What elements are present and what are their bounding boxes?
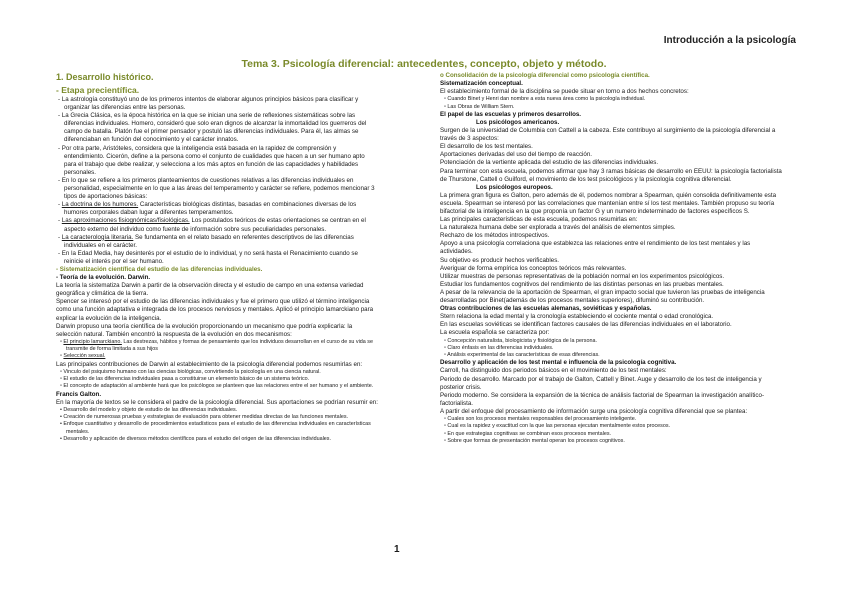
paragraph: Averiguar de forma empírica los conceptos teóricos más relevantes. [440,264,627,272]
list-item: ▫ Cual es la rapidez y exactitud con la que las personas ejecutan mentalmente estos procesos. [444,423,671,430]
list-item: ▫ Concepción naturalista, biologicista y fisiológica de la persona. [444,337,597,344]
paragraph: Para terminar con esta escuela, podemos afirmar que hay 3 ramas básicas de desarrollo en EEUU: la psicología factorialista de Thurstone, Cattell o Guilford, el movimiento de los test psicológicos y la psicología cognitiva diferencial. [440,167,782,183]
list-item: ▫ Selección sexual. [60,353,106,360]
paragraph: A partir del enfoque del procesamiento de información surge una psicología cognitiva diferencial que se plantea: [440,407,748,415]
list-text: Análisis experimental de las características de esas diferencias. [447,352,600,359]
subsection-heading: - Etapa precientífica. [56,85,140,95]
list-text: Concepción naturalista, biologicista y fisiológica de la persona. [447,337,597,344]
section-heading: 1. Desarrollo histórico. [56,72,154,82]
paragraph: Potenciación de la vertiente aplicada del estudio de las diferencias individuales. [440,159,659,167]
list-text: Sobre que formas de presentación mental operan los procesos cognitivos. [447,437,625,444]
list-item: ▫ El concepto de adaptación al ambiente hará que los psicólogos se planteen que las relaciones entre el ser humano y el ambiente. [60,383,374,390]
list-text: Desarrollo del modelo y objeto de estudio de las diferencias individuales. [63,406,238,413]
list-text: Cuando Binet y Henri dan nombre a esta nueva área como la psicología individual. [447,96,646,103]
list-text: Enfoque cuantitativo y desarrollo de procedimientos estadísticos para el estudio de las diferencias individuales en características mentales. [63,421,371,435]
term: La caracterología literaria. [61,233,134,241]
paragraph: Su objetivo es producir hechos verificables. [440,256,560,264]
paragraph: La naturaleza humana debe ser explorada a través del análisis de elementos simples. [440,224,676,232]
list-item: ▫ Las Obras de William Stern. [444,103,515,110]
paragraph: Rechazo de los métodos introspectivos. [440,232,550,240]
list-item: - La doctrina de los humores. Características biológicas distintas, basadas en combinaciones diversas de los humores corporales daban lugar a diferentes temperamentos. [58,201,357,217]
list-item: ▫ Claro énfasis en las diferencias individuales. [444,344,554,351]
list-item: ▫ Sobre que formas de presentación mental operan los procesos cognitivos. [444,437,625,444]
sub-heading: El papel de las escuelas y primeros desarrollos. [440,110,582,118]
term: La doctrina de los humores. [61,201,139,209]
list-item: • Desarrollo y aplicación de diversos métodos científicos para el estudio del origen de las diferencias individuales. [60,436,331,443]
sub-heading: Sistematización conceptual. [440,80,523,88]
list-item: • Desarrollo del modelo y objeto de estudio de las diferencias individuales. [60,406,238,413]
list-item: • Enfoque cuantitativo y desarrollo de procedimientos estadísticos para el estudio de las diferencias individuales en características mentales. [60,421,371,435]
paragraph: La teoría la sistematiza Darwin a partir de la observación directa y el estudio de campo en una extensa variedad geográfica y climática de la tierra. [56,282,364,298]
term: Selección sexual. [63,353,106,360]
right-column [440,72,782,445]
paragraph: Apoyo a una psicología correlaciona que establezca las relaciones entre el rendimiento de los test mentales y las actividades. [440,240,751,256]
paragraph: En las escuelas soviéticas se identifican factores causales de las diferencias individuales en el laboratorio. [440,321,732,329]
sub-heading: Desarrollo y aplicación de los test mental e influencia de la psicología cognitiva. [440,359,677,367]
list-item: - Las aproximaciones fisiognómicas/fisiológicas. Los postulados teóricos de estas orientaciones se centran en el aspecto externo del individuo como fuente de información sobre sus peculiaridades personales. [58,217,366,233]
paragraph: Las principales contribuciones de Darwin al establecimiento de la psicología diferencial podemos resumirlas en: [56,360,363,368]
list-text: Vinculo del psiquismo humano con las ciencias biológicas, convirtiendo la psicología en una ciencia natural. [63,368,321,375]
list-text: El estudio de las diferencias individuales pasa a constituirse un elemento básico de un sistema teórico. [63,376,310,383]
paragraph: Carroll, ha distinguido dos periodos básicos en el movimiento de los test mentales: [440,367,667,375]
list-text: Claro énfasis en las diferencias individuales. [447,344,554,351]
paragraph: Periodo moderno. Se considera la expansión de la técnica de análisis factorial de Spearman la investigación analítico-factorialista. [440,391,765,407]
sub-heading: Los psicólogos europeos. [476,183,553,191]
paragraph: Las principales características de esta escuela, podemos resumirlas en: [440,216,638,224]
sub-heading: Otras contribuciones de las escuelas alemanas, soviéticas y españolas. [440,305,652,313]
term: Las aproximaciones fisiognómicas/fisiológicas. [61,217,190,225]
list-text: El concepto de adaptación al ambiente hará que los psicólogos se planteen que las relaciones entre el ser humano y el ambiente. [63,383,374,390]
page-title: Tema 3. Psicología diferencial: antecedentes, concepto, objeto y método. [241,58,607,70]
heading-text: Consolidación de la psicología diferencial como psicología científica. [445,72,650,79]
list-item: ▫ Análisis experimental de las características de esas diferencias. [444,352,600,359]
list-item: • Creación de numerosas pruebas y estrategias de evaluación para obtener medidas directas de las funciones mentales. [60,414,349,421]
left-column [56,72,378,443]
course-title: Introducción a la psicología [663,35,796,46]
list-text: Las Obras de William Stern. [447,103,515,110]
list-item: ▫ Cuando Binet y Henri dan nombre a esta nueva área como la psicología individual. [444,96,646,103]
paragraph: - La Grecia Clásica, es la época histórica en la que se inician una serie de reflexiones sistemáticas sobre las diferencias individuales. Homero, consideró que solo eran dignos de alcanzar la inmortalidad los guerreros del campo de batalla. Platón fue el primer pensador y postuló las diferencias individuales. Para él, las almas se diferenciaban en función del conocimiento y el carácter innatos. [58,112,367,144]
sub-heading: - Teoría de la evolución. Darwin. [56,274,151,282]
term-desc: Características biológicas distintas, basadas en combinaciones diversas de los humores corporales daban lugar a diferentes temperamentos. [64,201,357,217]
list-text: Cual es la rapidez y exactitud con la que las personas ejecutan mentalmente estos procesos. [447,423,671,430]
paragraph: El desarrollo de los test mentales. [440,143,533,151]
page-number: 1 [394,544,400,555]
list-item: ▫ El estudio de las diferencias individuales pasa a constituirse un elemento básico de un sistema teórico. [60,376,310,383]
paragraph: Estudiar los fundamentos cognitivos del rendimiento de las distintas personas en las pruebas mentales. [440,280,724,288]
paragraph: - Por otra parte, Aristóteles, considera que la inteligencia está basada en la rapidez de comprensión y entendimiento. Cicerón, define a la persona como el conjunto de cualidades que hacen a un ser humano apto para el trabajo que debe realizar, y selecciona a los más aptos en función de las capacidades y habilidades personales. [58,144,365,176]
paragraph: A pesar de la relevancia de la aportación de Spearman, el gran impacto social que tuvieron las pruebas de inteligencia desarrolladas por Binet(además de los procesos mentales superiores), difuminó su contribución. [440,288,765,305]
paragraph: - La astrología constituyó uno de los primeros intentos de elaborar algunos principios básicos para clasificar y organizar las diferencias entre las personas. [58,96,359,112]
list-text: Creación de numerosas pruebas y estrategias de evaluación para obtener medidas directas de las funciones mentales. [63,414,349,421]
list-item: ▫ Vinculo del psiquismo humano con las ciencias biológicas, convirtiendo la psicología en una ciencia natural. [60,368,321,375]
term: El principio lamarckiano. [63,338,122,345]
list-text: Cuales son los procesos mentales responsables del procesamiento inteligente. [447,416,637,423]
subsection-heading: o Consolidación de la psicología diferencial como psicología científica. [440,72,650,79]
paragraph: La primera gran figura es Galton, pero además de él, podemos nombrar a Spearman, quién consolida definitivamente esta escuela. Spearman se interesó por las correlaciones que mantenían entre sí los test mentales. También propuso su teoría bifactorial de la inteligencia en la que proponía un factor G y un numero indeterminado de factores específicos S. [440,191,777,215]
paragraph: La escuela española se caracteriza por: [440,329,550,337]
term-desc: Las destrezas, hábitos y formas de pensamiento que los individuos desarrollan en el curso de su vida se transmite de forma limitada a sus hijos [66,338,373,353]
paragraph: Aportaciones derivadas del uso del tiempo de reacción. [440,151,593,159]
paragraph: Spencer se interesó por el estudio de las diferencias individuales y fue el primero que utilizó el término inteligencia como una función adaptativa e integrada de los procesos nerviosos y mentales. Aplicó el principio lamarckiano para explicar la evolución de la inteligencia. [56,298,374,322]
list-item: ▫ En que estrategias cognitivas se combinan esos procesos mentales. [444,430,612,437]
paragraph: Darwin propuso una teoría científica de la evolución proporcionando un mecanismo que podría explicarla: la selección natural. También encontró la respuesta de la evolución en dos mecanismos: [56,322,353,338]
paragraph: Stern relaciona la edad mental y la cronología estableciendo el cociente mental o edad cronológica. [440,313,714,321]
list-text: En que estrategias cognitivas se combinan esos procesos mentales. [447,430,612,437]
term-desc: Los postulados teóricos de estas orientaciones se centran en el aspecto externo del individuo como fuente de información sobre sus peculiaridades personales. [64,217,366,233]
paragraph: El establecimiento formal de la disciplina se puede situar en torno a dos hechos concretos: [440,88,689,96]
sub-heading: Francis Galton. [56,390,102,398]
paragraph: Periodo de desarrollo. Marcado por el trabajo de Galton, Cattell y Binet. Auge y desarrollo de los test de inteligencia y posterior crisis. [440,375,762,391]
list-text: Desarrollo y aplicación de diversos métodos científicos para el estudio del origen de las diferencias individuales. [63,436,331,443]
list-item: ▫ Cuales son los procesos mentales responsables del procesamiento inteligente. [444,416,637,423]
paragraph: - En la Edad Media, hay desinterés por el estudio de lo individual, y no será hasta el Renacimiento cuando se reinicie el interés por el ser humano. [58,249,358,265]
sub-heading: Los psicólogos americanos. [476,118,560,126]
paragraph: Surgen de la universidad de Columbia con Cattell a la cabeza. Este contribuyo al surgimiento de la psicología diferencial a través de 3 aspectos: [440,127,776,143]
paragraph: - En lo que se refiere a los primeros planteamientos de cuestiones relativas a las diferencias individuales en personalidad, especialmente en lo que a las áreas del temperamento y carácter se refiere, podemos mencionar 3 tipos de aportaciones básicas: [58,176,375,201]
list-item: ▫ El principio lamarckiano. Las destrezas, hábitos y formas de pensamiento que los individuos desarrollan en el curso de su vida se transmite de forma limitada a sus hijos [60,338,373,353]
subsection-heading: - Sistematización científica del estudio de las diferencias individuales. [56,265,263,273]
list-item: - La caracterología literaria. Se fundamenta en el relato basado en referentes descriptivos de las diferencias individuales en el carácter. [58,233,354,249]
paragraph: En la mayoría de textos se le considera el padre de la psicología diferencial. Sus aportaciones se podrían resumir en: [56,398,378,406]
paragraph: Utilizar muestras de personas representativas de la población normal en los experimentos psicológicos. [440,272,725,280]
term-desc: Se fundamenta en el relato basado en referentes descriptivos de las diferencias individuales en el carácter. [64,233,354,249]
